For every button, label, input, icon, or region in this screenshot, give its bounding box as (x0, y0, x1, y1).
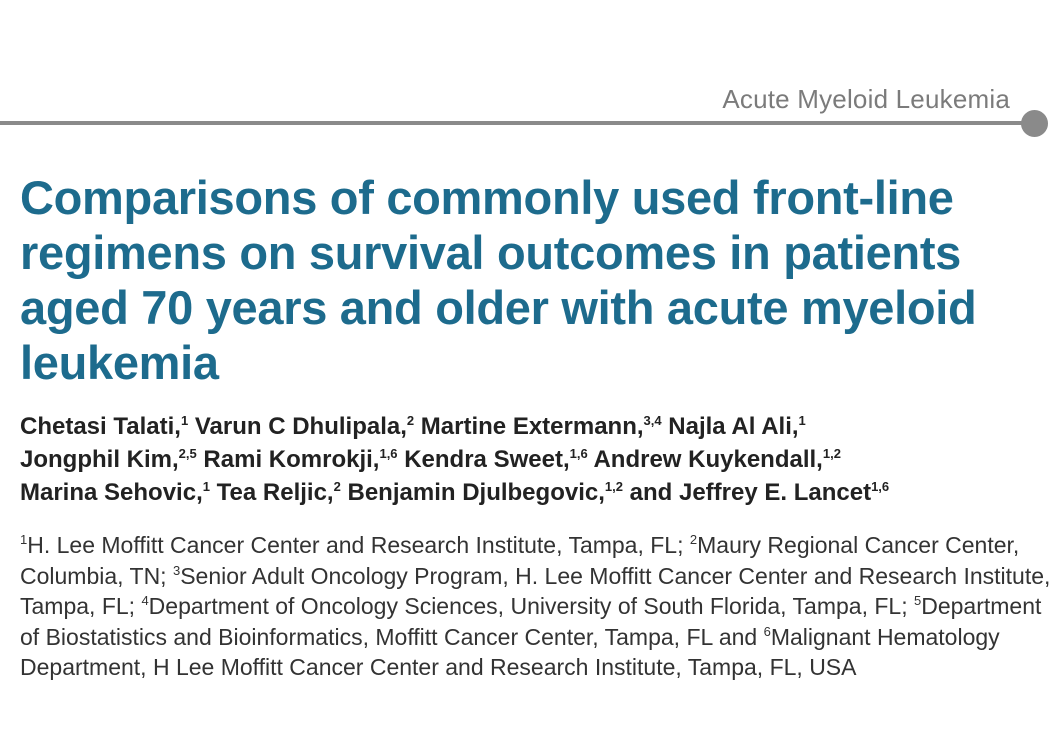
affiliation-mark: 5 (913, 593, 922, 608)
author-affiliation-mark: 1 (798, 413, 806, 428)
author-name: Chetasi Talati, (20, 413, 181, 440)
author-affiliation-mark: 1,6 (871, 479, 890, 494)
author-affiliation-mark: 1,2 (822, 446, 841, 461)
section-label: Acute Myeloid Leukemia (722, 84, 1010, 114)
author-name: Rami Komrokji, (203, 446, 380, 473)
affiliation-mark: 2 (689, 532, 698, 547)
author-name: Tea Reljic, (216, 479, 334, 506)
author-affiliation-mark: 2,5 (178, 446, 197, 461)
affiliation-mark: 4 (141, 593, 149, 608)
affiliation-list (20, 530, 1055, 683)
author-name: Martine Extermann, (420, 413, 644, 440)
author-list (20, 410, 1055, 509)
author-name: Jongphil Kim, (20, 446, 179, 473)
author-name: and Jeffrey E. Lancet (629, 479, 872, 506)
affiliation-text: Malignant Hematology Department, H Lee Moffitt Cancer Center and Research Institute, Tampa, FL, USA (20, 623, 1000, 680)
header-rule (0, 121, 1040, 125)
author-affiliation-mark: 1 (180, 413, 189, 428)
author-affiliation-mark: 1,6 (569, 446, 588, 461)
author-affiliation-mark: 1,2 (604, 479, 623, 494)
author-affiliation-mark: 2 (333, 479, 341, 494)
affiliation-text: Senior Adult Oncology Program, H. Lee Moffitt Cancer Center and Research Institute, Tampa, FL; (20, 562, 1051, 619)
author-name: Benjamin Djulbegovic, (347, 479, 605, 506)
author-affiliation-mark: 1 (202, 479, 210, 494)
author-affiliation-mark: 2 (406, 413, 415, 428)
affiliation-mark: 6 (763, 623, 771, 639)
author-affiliation-mark: 3,4 (643, 413, 662, 428)
affiliation-mark: 1 (20, 532, 28, 547)
affiliation-text: H. Lee Moffitt Cancer Center and Research Institute, Tampa, FL; (27, 532, 690, 558)
author-name: Varun C Dhulipala, (194, 413, 407, 440)
affiliation-text: Department of Oncology Sciences, University of South Florida, Tampa, FL; (148, 593, 914, 619)
header-rule-dot (1021, 110, 1048, 137)
author-affiliation-mark: 1,6 (379, 446, 398, 461)
article-title: Comparisons of commonly used front-line regimens on survival outcomes in patients aged 70 years and older with acute myeloid leukemia (20, 171, 977, 389)
author-name: Andrew Kuykendall, (593, 446, 823, 473)
author-name: Najla Al Ali, (668, 413, 799, 440)
affiliation-text: Department of Biostatistics and Bioinformatics, Moffitt Cancer Center, Tampa, FL and (20, 593, 1042, 650)
author-name: Kendra Sweet, (404, 446, 570, 473)
author-name: Marina Sehovic, (20, 479, 203, 506)
affiliation-mark: 3 (172, 562, 181, 578)
affiliation-text: Maury Regional Cancer Center, Columbia, TN; (20, 532, 1020, 589)
